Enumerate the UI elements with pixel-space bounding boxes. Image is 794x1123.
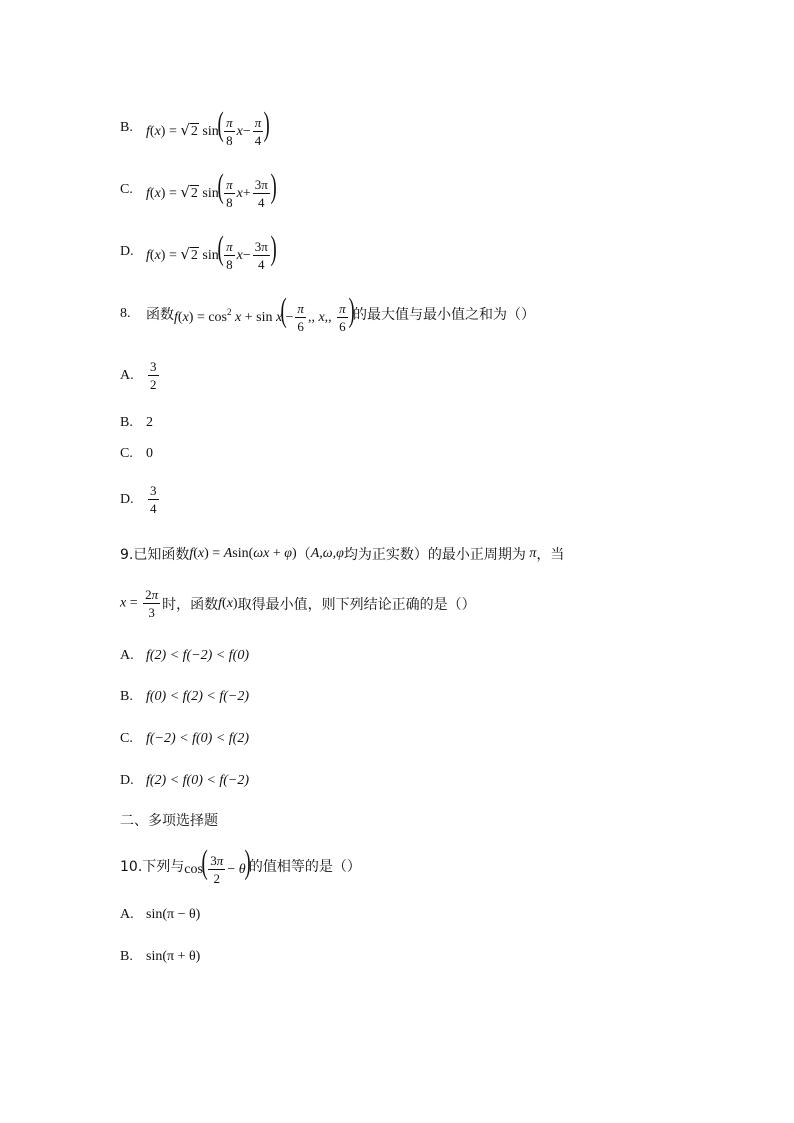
option-label: C. [120, 446, 133, 461]
option-label: A. [120, 367, 134, 383]
option-expr: f(0) < f(2) < f(−2) [146, 689, 249, 704]
option-expr: f(2) < f(−2) < f(0) [146, 648, 249, 663]
section-title: 二、多项选择题 [120, 813, 218, 829]
question-10 [120, 846, 361, 885]
q10-option-b [120, 949, 200, 965]
question-text-end: 取得最小值，则下列结论正确的是（） [237, 596, 476, 613]
option-expr: sin(π − θ) [146, 907, 201, 922]
option-value: 0 [146, 446, 153, 461]
params: A,ω,φ [310, 546, 344, 561]
frac-den: 4 [258, 195, 265, 211]
option-expr: f(2) < f(0) < f(−2) [146, 773, 249, 788]
frac-num: 3 [150, 483, 157, 498]
formula: x = $\frac{2\pi}{3}$ [120, 587, 159, 620]
operator: + [242, 186, 251, 201]
frac-num: 3π [254, 177, 268, 193]
option-label: B. [120, 689, 133, 704]
option-label: C. [120, 731, 133, 746]
formula: cos( $\frac{3\pi}{2}$ − θ) [184, 844, 251, 887]
fraction [148, 484, 159, 515]
question-9-line2 [120, 588, 476, 619]
q8-option-d [120, 484, 161, 515]
paren-open: （ [296, 547, 311, 563]
option-d-prev [120, 232, 275, 271]
question-text: 均为正实数）的最小正周期为 [343, 547, 526, 563]
option-label: A. [120, 648, 134, 663]
option-label: D. [120, 773, 134, 788]
frac-num: π [254, 115, 262, 131]
question-8 [120, 294, 535, 333]
question-suffix: 的值相等的是（） [248, 858, 361, 875]
formula: f(x) = √ 2 sin( $\frac{\pi}{8}$ x− $\frac{\pi}{4}$ ) [146, 106, 271, 149]
section-heading [120, 810, 218, 830]
formula: f(x) = Asin(ωx + φ) [189, 546, 297, 561]
question-text-end: ，当 [536, 547, 565, 563]
question-prefix: 10.下列与 [120, 858, 185, 875]
q8-option-b [120, 415, 153, 431]
option-expr: sin(π + θ) [146, 949, 201, 964]
operator: − [242, 248, 251, 263]
option-label: D. [120, 243, 134, 259]
option-c-prev [120, 170, 275, 209]
option-label: D. [120, 491, 134, 507]
question-prefix: 函数 [146, 306, 174, 323]
formula: f(x) = √ 2 sin( $\frac{\pi}{8}$ x+ $\frac{3\pi}{4}$ ) [146, 168, 277, 211]
option-label: C. [120, 181, 133, 197]
question-9-line1 [120, 544, 564, 564]
option-label: B. [120, 415, 133, 430]
formula-fx: f(x) [218, 595, 238, 611]
option-label: B. [120, 119, 133, 135]
q10-option-a [120, 907, 200, 923]
frac-num: 3π [254, 239, 268, 255]
question-prefix: 9.已知函数 [120, 547, 190, 563]
frac-den: 4 [254, 133, 262, 149]
q9-option-d [120, 773, 249, 789]
option-value: 2 [146, 415, 153, 430]
fraction [148, 360, 159, 391]
q9-option-c [120, 731, 249, 747]
pi-symbol: π [525, 546, 537, 561]
frac-den: 4 [150, 501, 157, 516]
formula: $f(x) = \cos^2 x + \sin x(-$ $\frac{\pi}{6}$ ,, x,, $\frac{\pi}{6}$ ) [174, 292, 355, 335]
q9-option-b [120, 689, 249, 705]
frac-den: 2 [150, 377, 157, 392]
operator: − [242, 124, 251, 139]
option-label: A. [120, 907, 134, 922]
formula: f(x) = √ 2 sin( $\frac{\pi}{8}$ x− $\frac{3\pi}{4}$ ) [146, 230, 277, 273]
option-label: B. [120, 949, 133, 964]
q8-option-c [120, 446, 153, 462]
question-number: 8. [120, 305, 131, 321]
option-b-prev [120, 108, 269, 147]
question-text: 时，函数 [162, 596, 219, 613]
q9-option-a [120, 648, 249, 664]
option-expr: f(−2) < f(0) < f(2) [146, 731, 249, 746]
frac-den: 4 [258, 257, 265, 273]
question-suffix: 的最大值与最小值之和为（） [353, 306, 535, 323]
q8-option-a [120, 360, 161, 391]
frac-num: 3 [150, 359, 157, 374]
